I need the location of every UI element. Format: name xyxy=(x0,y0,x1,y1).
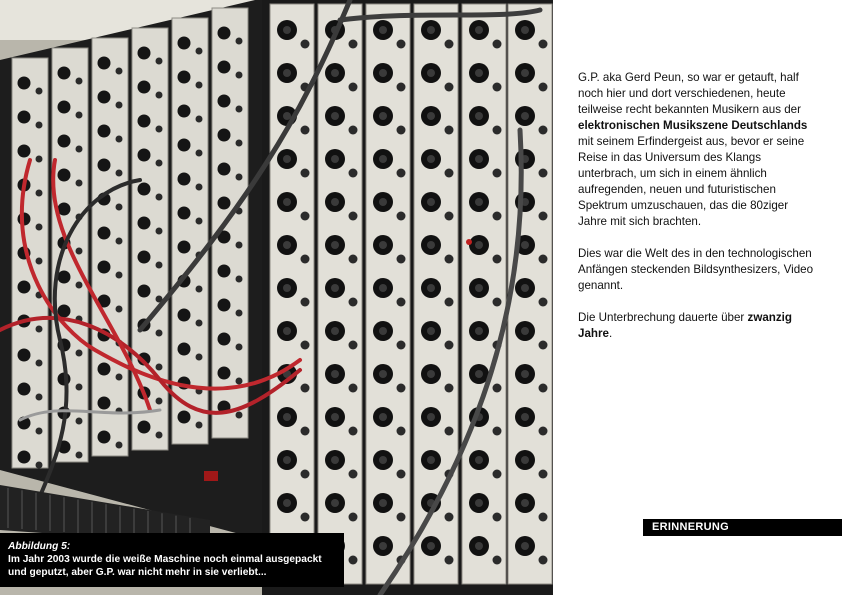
jack xyxy=(349,126,358,135)
knob-cap xyxy=(521,542,529,550)
jack xyxy=(76,384,83,391)
article-text xyxy=(578,70,814,358)
jack xyxy=(156,398,163,405)
knob xyxy=(138,183,151,196)
paragraph-1-text-end: mit seinem Erfindergeist aus, bevor er seine Reise in das Universum des Klangs unterbrach, um sich in einem ähnlich aufregenden, neuen und futuristischen Spektrum umzuschauen, das die 80ziger Jahre mit sich brachten. xyxy=(578,135,805,228)
jack xyxy=(76,282,83,289)
jack xyxy=(116,238,123,245)
knob xyxy=(178,207,191,220)
jack xyxy=(445,212,454,221)
knob-cap xyxy=(331,499,339,507)
knob xyxy=(58,169,71,182)
indicator-light xyxy=(466,239,472,245)
jack xyxy=(76,146,83,153)
knob xyxy=(98,261,111,274)
knob xyxy=(218,61,231,74)
jack xyxy=(196,184,203,191)
jack xyxy=(116,102,123,109)
knob-cap xyxy=(521,112,529,120)
jack xyxy=(116,136,123,143)
knob-cap xyxy=(427,542,435,550)
jack xyxy=(156,92,163,99)
jack xyxy=(539,212,548,221)
jack xyxy=(539,255,548,264)
paragraph-1 xyxy=(578,70,814,230)
jack xyxy=(36,190,43,197)
knob xyxy=(98,363,111,376)
knob xyxy=(58,67,71,80)
jack xyxy=(301,298,310,307)
jack xyxy=(36,428,43,435)
knob xyxy=(138,81,151,94)
jack xyxy=(36,88,43,95)
knob-cap xyxy=(427,69,435,77)
jack xyxy=(349,513,358,522)
jack xyxy=(539,169,548,178)
jack xyxy=(156,228,163,235)
jack xyxy=(76,180,83,187)
knob-cap xyxy=(379,456,387,464)
jack xyxy=(236,72,243,79)
jack xyxy=(236,310,243,317)
knob xyxy=(218,299,231,312)
knob xyxy=(18,451,31,464)
jack xyxy=(397,470,406,479)
jack xyxy=(493,212,502,221)
knob xyxy=(178,241,191,254)
knob xyxy=(18,77,31,90)
jack xyxy=(36,258,43,265)
knob-cap xyxy=(331,413,339,421)
knob xyxy=(138,421,151,434)
jack xyxy=(196,116,203,123)
jack xyxy=(36,224,43,231)
knob xyxy=(58,271,71,284)
jack xyxy=(539,341,548,350)
knob-cap xyxy=(283,26,291,34)
knob-cap xyxy=(379,284,387,292)
jack xyxy=(445,556,454,565)
jack xyxy=(196,286,203,293)
knob-cap xyxy=(283,456,291,464)
jack xyxy=(445,513,454,522)
jack xyxy=(116,68,123,75)
knob xyxy=(58,135,71,148)
knob-cap xyxy=(521,370,529,378)
indicator-light xyxy=(204,471,218,481)
knob xyxy=(138,251,151,264)
knob xyxy=(18,383,31,396)
paragraph-2: Dies war die Welt des in den technologischen Anfängen steckenden Bildsynthesizers, Video genannt. xyxy=(578,247,814,292)
knob-cap xyxy=(427,370,435,378)
jack xyxy=(493,513,502,522)
jack xyxy=(539,83,548,92)
knob-cap xyxy=(331,241,339,249)
knob xyxy=(58,101,71,114)
jack xyxy=(236,106,243,113)
knob xyxy=(18,281,31,294)
jack xyxy=(445,255,454,264)
knob xyxy=(98,397,111,410)
knob-cap xyxy=(521,413,529,421)
knob xyxy=(178,309,191,322)
jack xyxy=(349,427,358,436)
jack xyxy=(397,298,406,307)
knob-cap xyxy=(331,198,339,206)
jack xyxy=(156,330,163,337)
knob-cap xyxy=(475,69,483,77)
knob-cap xyxy=(331,155,339,163)
knob-cap xyxy=(427,241,435,249)
knob-cap xyxy=(283,413,291,421)
jack xyxy=(156,58,163,65)
jack xyxy=(156,126,163,133)
knob-cap xyxy=(427,456,435,464)
jack xyxy=(493,40,502,49)
knob xyxy=(178,105,191,118)
knob xyxy=(178,37,191,50)
jack xyxy=(76,418,83,425)
jack xyxy=(445,341,454,350)
jack xyxy=(445,384,454,393)
knob xyxy=(218,197,231,210)
jack xyxy=(156,364,163,371)
knob xyxy=(98,159,111,172)
jack xyxy=(349,255,358,264)
jack xyxy=(196,218,203,225)
jack xyxy=(301,40,310,49)
jack xyxy=(196,422,203,429)
jack xyxy=(397,341,406,350)
jack xyxy=(301,341,310,350)
jack xyxy=(493,83,502,92)
jack xyxy=(349,384,358,393)
jack xyxy=(301,212,310,221)
knob-cap xyxy=(427,413,435,421)
jack xyxy=(236,242,243,249)
knob xyxy=(138,115,151,128)
knob xyxy=(18,145,31,158)
jack xyxy=(156,160,163,167)
jack xyxy=(236,140,243,147)
jack xyxy=(301,513,310,522)
knob-cap xyxy=(521,499,529,507)
jack xyxy=(76,78,83,85)
knob xyxy=(138,285,151,298)
knob-cap xyxy=(427,112,435,120)
jack xyxy=(301,470,310,479)
jack xyxy=(445,298,454,307)
knob xyxy=(218,265,231,278)
jack xyxy=(539,40,548,49)
jack xyxy=(301,384,310,393)
knob-cap xyxy=(379,155,387,163)
jack xyxy=(116,272,123,279)
jack xyxy=(445,126,454,135)
knob-cap xyxy=(331,112,339,120)
jack xyxy=(493,556,502,565)
jack xyxy=(397,83,406,92)
knob xyxy=(178,343,191,356)
knob-cap xyxy=(379,413,387,421)
knob-cap xyxy=(379,26,387,34)
knob-cap xyxy=(379,327,387,335)
jack xyxy=(493,427,502,436)
knob-cap xyxy=(379,198,387,206)
knob xyxy=(178,71,191,84)
knob-cap xyxy=(331,456,339,464)
knob xyxy=(218,333,231,346)
knob-cap xyxy=(521,26,529,34)
caption-text: Im Jahr 2003 wurde die weiße Maschine noch einmal ausgepackt und geputzt, aber G.P. war nicht mehr in sie verliebt... xyxy=(8,554,322,578)
paragraph-3 xyxy=(578,310,814,342)
jack xyxy=(349,40,358,49)
knob-cap xyxy=(521,456,529,464)
knob xyxy=(98,57,111,70)
jack xyxy=(116,442,123,449)
jack xyxy=(349,556,358,565)
paragraph-1-text: G.P. aka Gerd Peun, so war er getauft, half noch hier und dort verschiedenen, heute teilweise recht bekannten Musikern aus der xyxy=(578,71,801,116)
jack xyxy=(76,112,83,119)
jack xyxy=(236,412,243,419)
jack xyxy=(236,38,243,45)
jack xyxy=(493,169,502,178)
knob-cap xyxy=(427,327,435,335)
knob-cap xyxy=(521,327,529,335)
jack xyxy=(301,255,310,264)
jack xyxy=(445,169,454,178)
jack xyxy=(301,169,310,178)
jack xyxy=(36,394,43,401)
jack xyxy=(36,462,43,469)
knob-cap xyxy=(475,456,483,464)
jack xyxy=(196,150,203,157)
jack xyxy=(397,126,406,135)
jack xyxy=(539,556,548,565)
knob xyxy=(178,139,191,152)
knob xyxy=(18,111,31,124)
jack xyxy=(196,354,203,361)
jack xyxy=(397,169,406,178)
knob-cap xyxy=(283,327,291,335)
jack xyxy=(493,255,502,264)
knob-cap xyxy=(283,241,291,249)
caption-label: Abbildung 5: xyxy=(8,541,71,552)
knob-cap xyxy=(379,69,387,77)
knob-cap xyxy=(427,198,435,206)
jack xyxy=(196,320,203,327)
jack xyxy=(539,126,548,135)
paragraph-3-text: Die Unterbrechung dauerte über xyxy=(578,311,748,324)
knob-cap xyxy=(427,284,435,292)
knob-cap xyxy=(283,284,291,292)
paragraph-3-emphasis: zwanzig Jahre xyxy=(578,311,792,340)
knob-cap xyxy=(283,198,291,206)
knob-cap xyxy=(283,69,291,77)
knob-cap xyxy=(475,241,483,249)
knob xyxy=(98,91,111,104)
jack xyxy=(397,427,406,436)
knob-cap xyxy=(283,499,291,507)
knob xyxy=(218,27,231,40)
jack xyxy=(236,344,243,351)
knob-cap xyxy=(475,112,483,120)
knob xyxy=(98,125,111,138)
jack xyxy=(493,384,502,393)
jack xyxy=(76,350,83,357)
jack xyxy=(539,513,548,522)
knob-cap xyxy=(475,155,483,163)
jack xyxy=(76,248,83,255)
knob-cap xyxy=(331,69,339,77)
jack xyxy=(301,126,310,135)
jack xyxy=(116,170,123,177)
knob-cap xyxy=(427,155,435,163)
knob-cap xyxy=(283,155,291,163)
jack xyxy=(156,262,163,269)
knob xyxy=(218,129,231,142)
jack xyxy=(445,40,454,49)
jack xyxy=(116,306,123,313)
knob-cap xyxy=(331,284,339,292)
jack xyxy=(349,169,358,178)
jack xyxy=(196,48,203,55)
jack xyxy=(116,374,123,381)
jack xyxy=(196,82,203,89)
module-panel xyxy=(52,48,88,462)
jack xyxy=(493,470,502,479)
knob-cap xyxy=(379,542,387,550)
knob xyxy=(218,163,231,176)
jack xyxy=(397,513,406,522)
photo-caption xyxy=(0,533,344,587)
knob-cap xyxy=(521,284,529,292)
knob-cap xyxy=(331,327,339,335)
knob-cap xyxy=(475,327,483,335)
jack xyxy=(349,470,358,479)
knob xyxy=(218,95,231,108)
section-tag: ERINNERUNG xyxy=(643,519,842,536)
jack xyxy=(76,452,83,459)
jack xyxy=(397,255,406,264)
knob-cap xyxy=(331,370,339,378)
knob-cap xyxy=(379,499,387,507)
jack xyxy=(349,298,358,307)
knob xyxy=(18,213,31,226)
knob-cap xyxy=(283,112,291,120)
knob-cap xyxy=(427,26,435,34)
jack xyxy=(236,276,243,283)
jack xyxy=(397,384,406,393)
jack xyxy=(539,298,548,307)
jack xyxy=(445,83,454,92)
jack xyxy=(349,341,358,350)
jack xyxy=(397,212,406,221)
knob-cap xyxy=(379,370,387,378)
jack xyxy=(397,40,406,49)
knob xyxy=(138,217,151,230)
knob-cap xyxy=(475,198,483,206)
jack xyxy=(445,427,454,436)
jack xyxy=(349,212,358,221)
knob xyxy=(218,367,231,380)
knob xyxy=(98,431,111,444)
jack xyxy=(301,427,310,436)
knob-cap xyxy=(475,26,483,34)
jack xyxy=(539,384,548,393)
knob-cap xyxy=(521,241,529,249)
jack xyxy=(36,122,43,129)
knob-cap xyxy=(475,499,483,507)
knob xyxy=(138,149,151,162)
jack xyxy=(539,427,548,436)
knob-cap xyxy=(521,69,529,77)
knob xyxy=(138,47,151,60)
module-panel xyxy=(132,28,168,450)
jack xyxy=(349,83,358,92)
jack xyxy=(236,378,243,385)
knob-cap xyxy=(475,542,483,550)
paragraph-3-text-end: . xyxy=(608,327,613,340)
jack xyxy=(36,156,43,163)
jack xyxy=(156,432,163,439)
module-panel xyxy=(172,18,208,444)
knob xyxy=(178,411,191,424)
jack xyxy=(36,326,43,333)
jack xyxy=(493,298,502,307)
module-panel xyxy=(92,38,128,456)
jack xyxy=(36,360,43,367)
knob-cap xyxy=(379,112,387,120)
jack xyxy=(156,194,163,201)
knob-cap xyxy=(475,284,483,292)
jack xyxy=(493,126,502,135)
jack xyxy=(539,470,548,479)
jack xyxy=(116,204,123,211)
paragraph-1-emphasis: elektronischen Musikszene Deutschlands xyxy=(578,119,808,132)
knob xyxy=(178,173,191,186)
jack xyxy=(236,174,243,181)
knob xyxy=(98,227,111,240)
knob-cap xyxy=(475,370,483,378)
knob xyxy=(18,349,31,362)
knob-cap xyxy=(379,241,387,249)
